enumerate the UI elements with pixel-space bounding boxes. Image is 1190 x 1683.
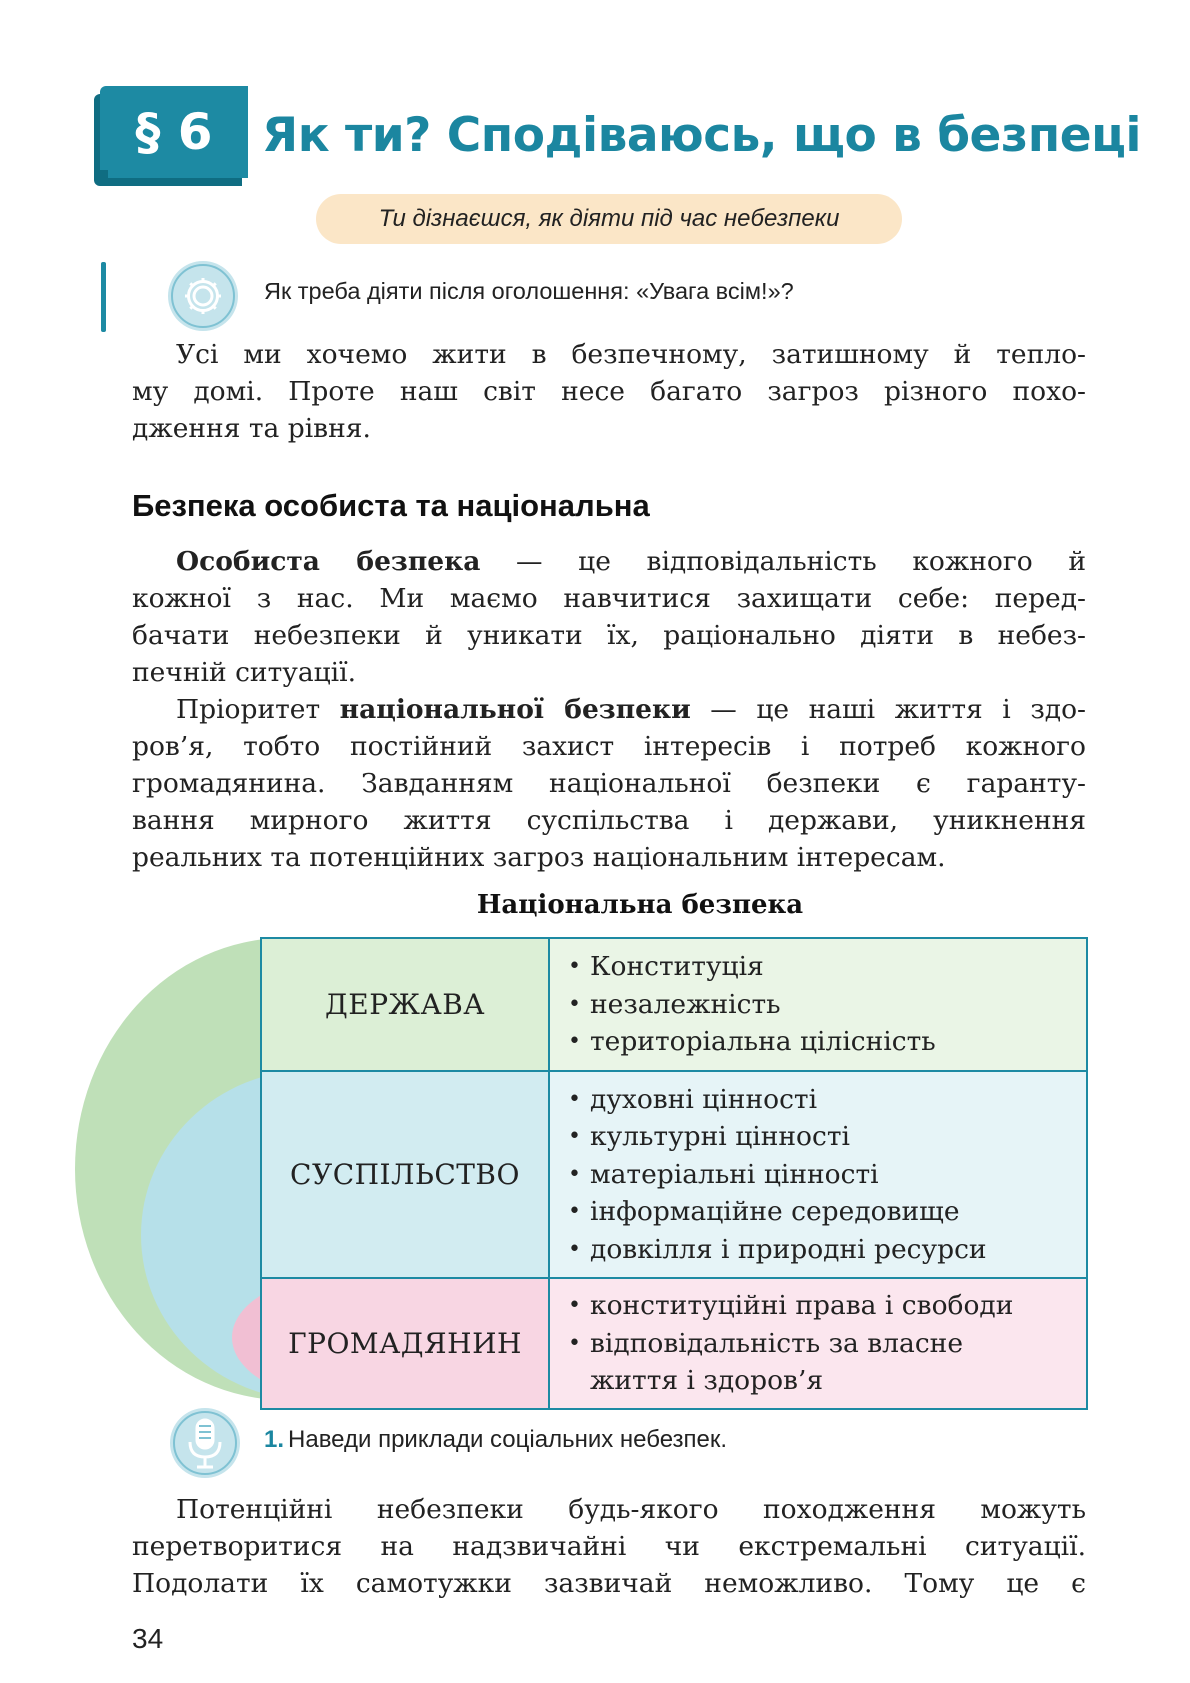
intro-paragraph — [132, 336, 1086, 447]
question-marker-bar — [101, 262, 106, 332]
term-national-security: національної безпеки — [339, 694, 691, 725]
personal-security-paragraph — [132, 543, 1086, 691]
row-items-state — [549, 938, 1087, 1071]
task-text: Наведи приклади соціальних небезпек. — [288, 1426, 728, 1453]
paragraph-line: кожної з нас. Ми маємо навчитися захищати себе: перед- — [132, 583, 1086, 614]
paragraph-line: перетворитися на надзвичайні чи екстремальні ситуації. — [132, 1531, 1086, 1562]
microphone-icon — [170, 1408, 240, 1478]
list-item: • конституційні права і свободи — [568, 1287, 1074, 1325]
paragraph-line: громадянина. Завданням національної безпеки є гаранту- — [132, 768, 1086, 799]
paragraph-line — [132, 691, 1086, 728]
chapter-title: Як ти? Сподіваюсь, що в безпеці — [262, 108, 1142, 163]
row-label-society: СУСПІЛЬСТВО — [261, 1071, 549, 1278]
paragraph-line: ров’я, тобто постійний захист інтересів і потреб кожного — [132, 731, 1086, 762]
definition-text: — це наші життя і здо- — [690, 694, 1086, 725]
closing-paragraph — [132, 1491, 1086, 1602]
row-items-citizen — [549, 1278, 1087, 1409]
paragraph-line: реальних та потенційних загроз національним інтересам. — [132, 842, 946, 873]
list-item: • незалежність — [568, 986, 1074, 1024]
table-title: Національна безпека — [476, 890, 804, 920]
list-item: • інформаційне середовище — [568, 1193, 1074, 1231]
section-heading: Безпека особиста та національна — [132, 488, 650, 523]
learning-objective: Ти дізнаєшся, як діяти під час небезпеки — [316, 194, 902, 244]
prefix-text: Пріоритет — [176, 694, 340, 725]
paragraph-line: бачати небезпеки й уникати їх, раціонально діяти в небез- — [132, 620, 1086, 651]
paragraph-line: Подолати їх самотужки зазвичай неможливо. Тому це є — [132, 1568, 1086, 1599]
gear-icon — [168, 261, 238, 331]
row-items-society — [549, 1071, 1087, 1278]
list-item: • відповідальність за власне — [568, 1325, 1074, 1363]
page-number: 34 — [132, 1623, 164, 1654]
paragraph-line — [132, 543, 1086, 580]
chapter-number-badge: § 6 — [100, 86, 248, 178]
list-item-continuation: життя і здоров’я — [590, 1365, 824, 1396]
intro-line: дження та рівня. — [132, 413, 371, 444]
list-item: • територіальна цілісність — [568, 1023, 1074, 1061]
national-security-table — [260, 937, 1088, 1410]
list-item: • довкілля і природні ресурси — [568, 1231, 1074, 1269]
table-row-state — [261, 938, 1087, 1071]
national-security-paragraph — [132, 691, 1086, 876]
paragraph-line: печній ситуації. — [132, 657, 357, 688]
row-label-state: ДЕРЖАВА — [261, 938, 549, 1071]
term-personal-security: Особиста безпека — [176, 546, 481, 577]
task-prompt — [264, 1426, 727, 1454]
intro-line: Усі ми хочемо жити в безпечному, затишному й тепло- — [176, 339, 1086, 370]
list-item: • культурні цінності — [568, 1118, 1074, 1156]
list-item: • Конституція — [568, 948, 1074, 986]
intro-line: му домі. Проте наш світ несе багато загроз різного похо- — [132, 376, 1086, 407]
intro-question: Як треба діяти після оголошення: «Увага всім!»? — [264, 278, 794, 304]
list-item: • духовні цінності — [568, 1081, 1074, 1119]
definition-text: — це відповідальність кожного й — [480, 546, 1086, 577]
badge-tail — [100, 170, 108, 184]
table-row-citizen — [261, 1278, 1087, 1409]
paragraph-line: Потенційні небезпеки будь-якого походження можуть — [176, 1494, 1086, 1525]
table-row-society — [261, 1071, 1087, 1278]
list-item: • матеріальні цінності — [568, 1156, 1074, 1194]
task-number: 1. — [264, 1426, 285, 1453]
row-label-citizen: ГРОМАДЯНИН — [261, 1278, 549, 1409]
paragraph-line: вання мирного життя суспільства і держави, уникнення — [132, 805, 1086, 836]
